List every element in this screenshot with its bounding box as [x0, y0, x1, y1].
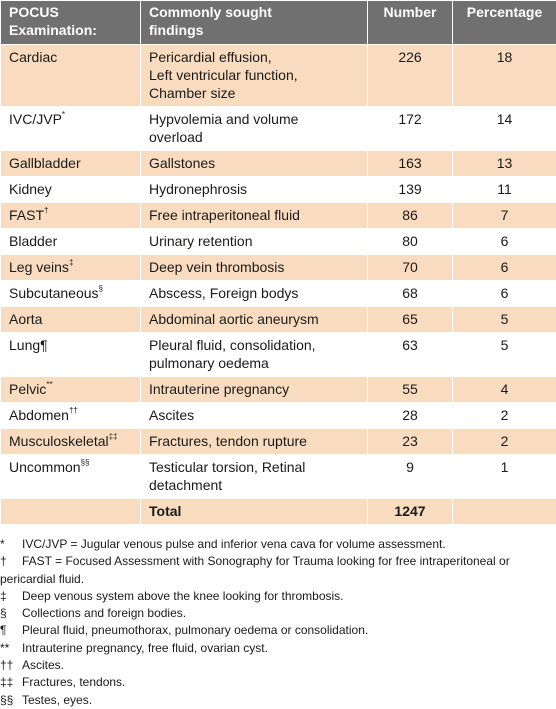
- total-empty-cell: [1, 499, 141, 525]
- footnote-marker: †: [44, 206, 48, 215]
- table-row: [1, 177, 556, 203]
- exam-cell: Leg veins‡: [1, 255, 141, 281]
- exam-cell: Kidney: [1, 177, 141, 203]
- footnotes: [0, 536, 556, 709]
- total-label: Total: [141, 499, 368, 525]
- header-exam: POCUS Examination:: [1, 1, 141, 45]
- percentage-cell: 4: [453, 377, 556, 403]
- header-percentage: Percentage: [453, 1, 556, 45]
- footnote-marker: **: [46, 380, 52, 389]
- percentage-cell: 2: [453, 403, 556, 429]
- footnote-text: FAST = Focused Assessment with Sonography for Trauma looking for free intraperitoneal or pericardial fluid.: [0, 554, 510, 585]
- findings-cell: Gallstones: [141, 151, 368, 177]
- footnote-text: IVC/JVP = Jugular venous pulse and inferior vena cava for volume assessment.: [22, 537, 446, 551]
- table-row: [1, 403, 556, 429]
- total-number: 1247: [368, 499, 453, 525]
- percentage-cell: 18: [453, 45, 556, 107]
- percentage-cell: 14: [453, 107, 556, 151]
- exam-cell: IVC/JVP*: [1, 107, 141, 151]
- percentage-cell: 7: [453, 203, 556, 229]
- findings-cell: Abdominal aortic aneurysm: [141, 307, 368, 333]
- footnote-marker: ‡‡: [109, 432, 118, 441]
- footnote: [0, 674, 556, 691]
- percentage-cell: 1: [453, 455, 556, 499]
- exam-cell: Gallbladder: [1, 151, 141, 177]
- footnote: [0, 553, 556, 588]
- footnote-marker: §§: [81, 458, 90, 467]
- number-cell: 226: [368, 45, 453, 107]
- table-row: [1, 377, 556, 403]
- table-row: [1, 45, 556, 107]
- number-cell: 23: [368, 429, 453, 455]
- table-row: [1, 107, 556, 151]
- footnote-mark: ‡: [0, 588, 22, 605]
- total-percentage-empty: [453, 499, 556, 525]
- footnote: [0, 640, 556, 657]
- table-row: [1, 281, 556, 307]
- percentage-cell: 5: [453, 307, 556, 333]
- number-cell: 9: [368, 455, 453, 499]
- footnote-mark: §§: [0, 692, 22, 709]
- table-row: [1, 255, 556, 281]
- exam-cell: Abdomen††: [1, 403, 141, 429]
- footnote-mark: †: [0, 553, 22, 570]
- table-row: [1, 455, 556, 499]
- footnote-marker: ††: [69, 406, 78, 415]
- number-cell: 70: [368, 255, 453, 281]
- table-row: [1, 429, 556, 455]
- footnote-mark: §: [0, 605, 22, 622]
- findings-cell: Intrauterine pregnancy: [141, 377, 368, 403]
- exam-cell: Pelvic**: [1, 377, 141, 403]
- number-cell: 163: [368, 151, 453, 177]
- footnote-marker: ‡: [69, 258, 73, 267]
- findings-cell: Urinary retention: [141, 229, 368, 255]
- findings-cell: Pericardial effusion, Left ventricular function, Chamber size: [141, 45, 368, 107]
- findings-cell: Deep vein thrombosis: [141, 255, 368, 281]
- exam-cell: Bladder: [1, 229, 141, 255]
- footnote-text: Deep venous system above the knee looking for thrombosis.: [22, 589, 344, 603]
- footnote-mark: **: [0, 640, 22, 657]
- exam-cell: Cardiac: [1, 45, 141, 107]
- total-row: [1, 499, 556, 525]
- table-row: [1, 307, 556, 333]
- exam-cell: Subcutaneous§: [1, 281, 141, 307]
- findings-cell: Fractures, tendon rupture: [141, 429, 368, 455]
- exam-cell: Aorta: [1, 307, 141, 333]
- footnote: [0, 605, 556, 622]
- percentage-cell: 13: [453, 151, 556, 177]
- exam-cell: FAST†: [1, 203, 141, 229]
- number-cell: 80: [368, 229, 453, 255]
- footnote-text: Collections and foreign bodies.: [22, 606, 186, 620]
- exam-cell: Lung¶: [1, 333, 141, 377]
- footnote-mark: ††: [0, 657, 22, 674]
- table-row: [1, 203, 556, 229]
- header-row: [1, 1, 556, 45]
- footnote: [0, 536, 556, 553]
- percentage-cell: 6: [453, 229, 556, 255]
- findings-cell: Free intraperitoneal fluid: [141, 203, 368, 229]
- findings-cell: Abscess, Foreign bodys: [141, 281, 368, 307]
- number-cell: 86: [368, 203, 453, 229]
- findings-cell: Ascites: [141, 403, 368, 429]
- exam-cell: Uncommon§§: [1, 455, 141, 499]
- percentage-cell: 5: [453, 333, 556, 377]
- percentage-cell: 6: [453, 255, 556, 281]
- number-cell: 172: [368, 107, 453, 151]
- footnote-text: Intrauterine pregnancy, free fluid, ovarian cyst.: [22, 641, 268, 655]
- footnote-mark: *: [0, 536, 22, 553]
- number-cell: 63: [368, 333, 453, 377]
- footnote-text: Testes, eyes.: [22, 693, 92, 707]
- footnote-text: Fractures, tendons.: [22, 675, 125, 689]
- footnote: [0, 622, 556, 639]
- percentage-cell: 11: [453, 177, 556, 203]
- percentage-cell: 6: [453, 281, 556, 307]
- footnote-marker: §: [99, 284, 103, 293]
- footnote-mark: ¶: [0, 622, 22, 639]
- findings-cell: Hypvolemia and volume overload: [141, 107, 368, 151]
- footnote: [0, 588, 556, 605]
- percentage-cell: 2: [453, 429, 556, 455]
- footnote-text: Pleural fluid, pneumothorax, pulmonary oedema or consolidation.: [22, 623, 368, 637]
- footnote-marker: *: [62, 110, 65, 119]
- footnote: [0, 692, 556, 709]
- findings-cell: Pleural fluid, consolidation, pulmonary oedema: [141, 333, 368, 377]
- table-row: [1, 151, 556, 177]
- findings-cell: Testicular torsion, Retinal detachment: [141, 455, 368, 499]
- header-findings: Commonly sought findings: [141, 1, 368, 45]
- table-row: [1, 229, 556, 255]
- footnote: [0, 657, 556, 674]
- number-cell: 55: [368, 377, 453, 403]
- header-number: Number: [368, 1, 453, 45]
- table-body: [1, 45, 556, 525]
- number-cell: 65: [368, 307, 453, 333]
- findings-cell: Hydronephrosis: [141, 177, 368, 203]
- number-cell: 139: [368, 177, 453, 203]
- table-row: [1, 333, 556, 377]
- footnote-text: Ascites.: [22, 658, 64, 672]
- footnote-mark: ‡‡: [0, 674, 22, 691]
- number-cell: 68: [368, 281, 453, 307]
- number-cell: 28: [368, 403, 453, 429]
- exam-cell: Musculoskeletal‡‡: [1, 429, 141, 455]
